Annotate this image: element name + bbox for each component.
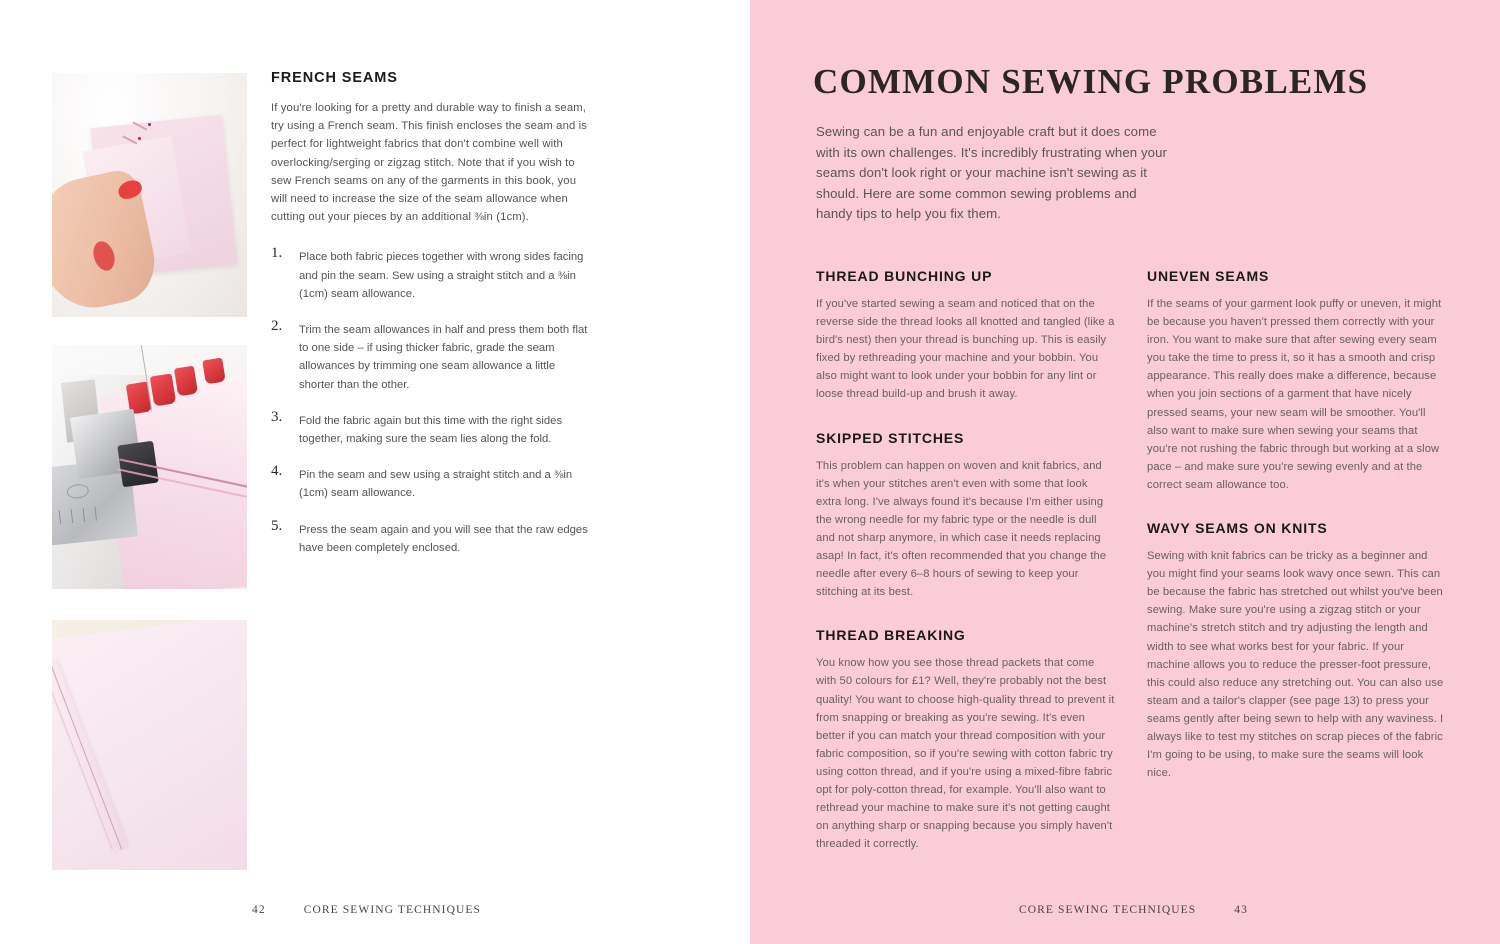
page-number: 42: [252, 904, 266, 916]
problem-body: If you've started sewing a seam and noticed that on the reverse side the thread looks all knotted and tangled (like a bird's nest) then your thread is bunching up. This is easily fixed by rethreading your machine and your bobbin. You also might want to look under your bobbin for any lint or loose thread build-up and brush it away.: [816, 298, 1115, 401]
step-number: 2.: [271, 318, 283, 335]
problem-skipped-stitches: [816, 430, 1115, 602]
problem-heading: SKIPPED STITCHES: [816, 429, 965, 446]
problem-thread-breaking: [816, 627, 1115, 853]
step-item: [271, 517, 591, 557]
problem-heading: UNEVEN SEAMS: [1147, 268, 1270, 284]
problem-body: This problem can happen on woven and knit fabrics, and it's when your stitches aren't even with some that look extra long. I've always found it's because I'm either using the wrong needle for my fabric type or the needle is dull and not sharp anymore, in which case it needs replacing asap! In fact, it's often recommended that you change the needle after every 6–8 hours of sewing to keep your stitching at its best.: [816, 459, 1107, 599]
problem-uneven-seams: [1147, 268, 1446, 494]
problem-wavy-seams-on-knits: [1147, 520, 1446, 782]
photo-hands-holding-pinned-fabric: [52, 73, 247, 317]
step-text: Trim the seam allowances in half and press them both flat to one side – if using thicker fabric, grade the seam allowances by trimming one seam allowance a little shorter than the other.: [299, 324, 588, 391]
step-item: [271, 408, 591, 448]
problem-thread-bunching-up: [816, 268, 1115, 404]
right-page-footer: [1019, 904, 1248, 916]
right-page: [750, 0, 1500, 944]
problem-heading: WAVY SEAMS ON KNITS: [1147, 520, 1328, 537]
step-item: [271, 463, 591, 502]
step-item: [271, 245, 591, 303]
column-left: [816, 268, 1115, 879]
problem-heading: THREAD BREAKING: [816, 627, 966, 644]
step-text: Place both fabric pieces together with wrong sides facing and pin the seam. Sew using a straight stitch and a ⅜in (1cm) seam allowance.: [299, 251, 584, 300]
section-intro-paragraph: If you're looking for a pretty and durable way to finish a seam, try using a French seam. This finish encloses the seam and is perfect for lightweight fabrics that don't combine well with overlocking/serging or zigzag stitch. Note that if you wish to sew French seams on any of the garments in this book, you will need to increase the size of the seam allowance when cutting out your pieces by an additional ⅜in (1cm).: [271, 102, 588, 224]
problem-body: Sewing with knit fabrics can be tricky as a beginner and you might find your seams look wavy once sewn. This can be because the fabric has stretched out whilst you've been sewing. Make sure you're using a zigzag stitch or your machine's stretch stitch and try adjusting the length and width to see what works best for your fabric. If your machine allows you to reduce the presser-foot pressure, this could also reduce any stretching out. You can also use steam and a tailor's clapper (see page 13) to press your seams gently after being sewn to help with any waviness. I always like to test my stitches on scrap pieces of the fabric I'm going to be using, to make sure the seams will look nice.: [1147, 550, 1444, 780]
page-intro-paragraph: Sewing can be a fun and enjoyable craft but it does come with its own challenges. It's incredibly frustrating when your seams don't look right or your machine isn't sewing as it should. Here are some common sewing problems and handy tips to help you fix them.: [816, 124, 1168, 222]
step-number: 1.: [271, 245, 283, 262]
left-page-text-column: [271, 70, 591, 575]
page-number: 43: [1234, 904, 1248, 916]
step-number: 5.: [271, 517, 283, 534]
running-head: CORE SEWING TECHNIQUES: [1018, 904, 1197, 916]
section-heading-french-seams: FRENCH SEAMS: [271, 70, 398, 86]
photo-sewing-machine-stitching: [52, 345, 247, 589]
french-seams-step-list: [271, 245, 591, 557]
step-text: Press the seam again and you will see that the raw edges have been completely enclosed.: [299, 523, 588, 554]
problem-body: You know how you see those thread packets that come with 50 colours for £1? Well, they're probably not the best quality! You want to choose high-quality thread to prevent it from snapping or breaking as you're sewing. It's even better if you can match your thread composition with your fabric composition, so if you're sewing with cotton fabric try using cotton thread, and if you're using a mixed-fibre fabric opt for poly-cotton thread, for example. You'll also want to rethread your machine to make sure it's not getting caught on anything sharp or snapping because you simply haven't threaded it correctly.: [816, 657, 1115, 851]
photo-finished-french-seam: [52, 620, 247, 870]
step-item: [271, 318, 591, 394]
step-text: Fold the fabric again but this time with the right sides together, making sure the seam lies along the fold.: [299, 414, 563, 446]
step-text: Pin the seam and sew using a straight stitch and a ⅜in (1cm) seam allowance.: [299, 469, 573, 500]
step-number: 4.: [271, 463, 283, 480]
left-page-footer: [252, 904, 481, 916]
problems-columns: [816, 268, 1446, 879]
column-right: [1147, 268, 1446, 879]
problem-body: If the seams of your garment look puffy or uneven, it might be because you haven't pressed them correctly with your iron. You want to make sure that after sewing every seam you take the time to press it, so it has a smooth and crisp appearance. This really does make a difference, because when you join sections of a garment that have nicely pressed seams, your new seam will be smoother. You'll also want to make sure when sewing your seams that you're not rushing the fabric through but working at a slow pace – and make sure you're sewing evenly and at the correct seam allowance too.: [1147, 298, 1442, 491]
problem-heading: THREAD BUNCHING UP: [816, 268, 993, 284]
running-head: CORE SEWING TECHNIQUES: [303, 904, 482, 916]
step-number: 3.: [271, 408, 283, 425]
page-title: COMMON SEWING PROBLEMS: [813, 62, 1369, 101]
